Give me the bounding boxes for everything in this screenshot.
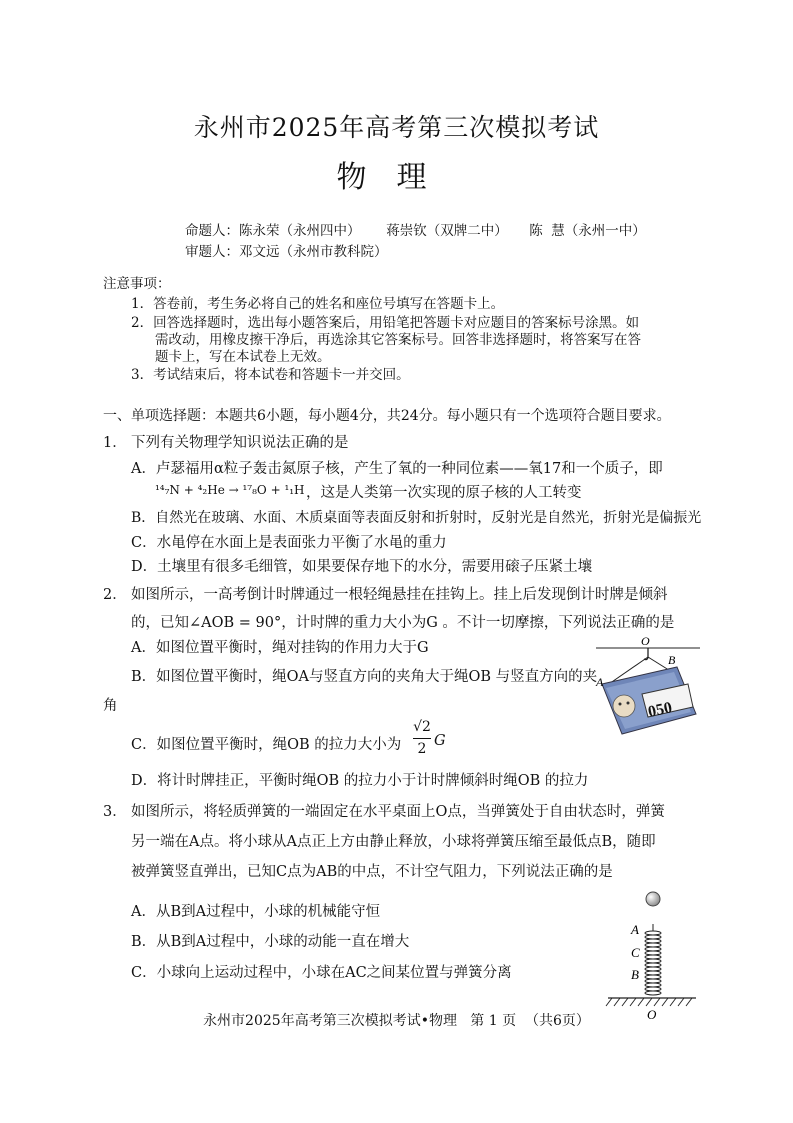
q1-option-a-cont: ，这是人类第一次实现的原子核的人工转变 xyxy=(306,485,582,501)
q2-fraction-g: G xyxy=(434,733,446,749)
q2-fraction-bar xyxy=(413,738,431,739)
q1-nuclear-formula: ¹⁴₇N + ⁴₂He → ¹⁷₈O + ¹₁H xyxy=(155,483,305,497)
page-footer: 永州市2025年高考第三次模拟考试•物理 第 1 页 （共6页） xyxy=(203,1013,590,1029)
q2-option-d: D．将计时牌挂正，平衡时绳OB 的拉力小于计时牌倾斜时绳OB 的拉力 xyxy=(131,773,589,789)
q2-countdown-board-figure xyxy=(592,634,702,738)
subject-title: 物理 xyxy=(336,160,457,195)
notice-item: 3．考试结束后，将本试卷和答题卡一并交回。 xyxy=(131,367,410,383)
q2-stem-line1: 如图所示，一高考倒计时牌通过一根轻绳悬挂在挂钩上。挂上后发现倒计时牌是倾斜 xyxy=(131,587,668,603)
q2-option-b: B．如图位置平衡时，绳OA与竖直方向的夹角大于绳OB 与竖直方向的夹 xyxy=(131,669,598,685)
q3-label-o: O xyxy=(647,1007,657,1020)
q2-stem-line2: 的，已知∠AOB = 90°，计时牌的重力大小为G 。不计一切摩擦，下列说法正确的是 xyxy=(131,615,675,631)
q3-stem-line3: 被弹簧竖直弹出，已知C点为AB的中点，不计空气阻力，下列说法正确的是 xyxy=(131,864,613,880)
q2-option-b-cont: 角 xyxy=(103,698,118,714)
q3-label-a: A xyxy=(631,922,639,937)
q3-spring xyxy=(645,924,661,995)
q1-option-b: B．自然光在玻璃、水面、木质桌面等表面反射和折射时，反射光是自然光，折射光是偏振光 xyxy=(131,510,702,526)
q1-option-a: A．卢瑟福用α粒子轰击氮原子核，产生了氧的一种同位素——氧17和一个质子，即 xyxy=(131,461,663,477)
notice-item: 题卡上，写在本试卷上无效。 xyxy=(155,349,331,365)
q2-option-c: C．如图位置平衡时，绳OB 的拉力大小为 xyxy=(131,737,402,753)
q2-fraction-numerator: √2 xyxy=(413,719,431,735)
q3-number: 3． xyxy=(103,804,127,820)
q2-board-digits: 050 xyxy=(646,699,674,721)
q1-number: 1． xyxy=(103,435,127,451)
q2-option-a: A．如图位置平衡时，绳对挂钩的作用力大于G xyxy=(131,640,429,656)
q1-option-d: D．土壤里有很多毛细管，如果要保存地下的水分，需要用磙子压紧土壤 xyxy=(131,559,593,575)
section-heading: 一、单项选择题：本题共6小题，每小题4分，共24分。每小题只有一个选项符合题目要求。 xyxy=(103,408,671,424)
q2-label-b: B xyxy=(668,653,676,667)
q3-label-b: B xyxy=(631,967,639,982)
q2-label-a: A xyxy=(596,675,604,689)
q1-option-c: C．水黾停在水面上是表面张力平衡了水黾的重力 xyxy=(131,535,447,551)
q2-label-o: O xyxy=(641,634,650,648)
q1-stem: 下列有关物理学知识说法正确的是 xyxy=(131,435,349,451)
reviewer-line: 审题人：邓文远（永州市教科院） xyxy=(185,244,388,260)
q3-stem-line1: 如图所示，将轻质弹簧的一端固定在水平桌面上O点，当弹簧处于自由状态时，弹簧 xyxy=(131,804,665,820)
q2-fraction-denominator: 2 xyxy=(417,741,427,757)
exam-title: 永州市2025年高考第三次模拟考试 xyxy=(193,113,600,142)
notice-item: 1．答卷前，考生务必将自己的姓名和座位号填写在答题卡上。 xyxy=(131,296,505,312)
q3-option-a: A．从B到A过程中，小球的机械能守恒 xyxy=(131,904,381,920)
q2-number: 2． xyxy=(103,587,127,603)
q3-option-b: B．从B到A过程中，小球的动能一直在增大 xyxy=(131,934,410,950)
q3-stem-line2: 另一端在A点。将小球从A点正上方由静止释放，小球将弹簧压缩至最低点B，随即 xyxy=(131,834,656,850)
q3-option-c: C．小球向上运动过程中，小球在AC之间某位置与弹簧分离 xyxy=(131,965,512,981)
notice-item: 2．回答选择题时，选出每小题答案后，用铅笔把答题卡对应题目的答案标号涂黑。如 xyxy=(131,315,640,331)
notice-item: 需改动，用橡皮擦干净后，再选涂其它答案标号。回答非选择题时，将答案写在答 xyxy=(155,332,641,348)
q3-ball xyxy=(646,892,660,906)
notice-heading: 注意事项： xyxy=(103,276,171,292)
q3-label-c: C xyxy=(631,945,640,960)
authors-line: 命题人：陈永荣（永州四中） 蒋崇钦（双牌二中） 陈 慧（永州一中） xyxy=(185,223,646,239)
q3-spring-figure xyxy=(600,888,700,1020)
